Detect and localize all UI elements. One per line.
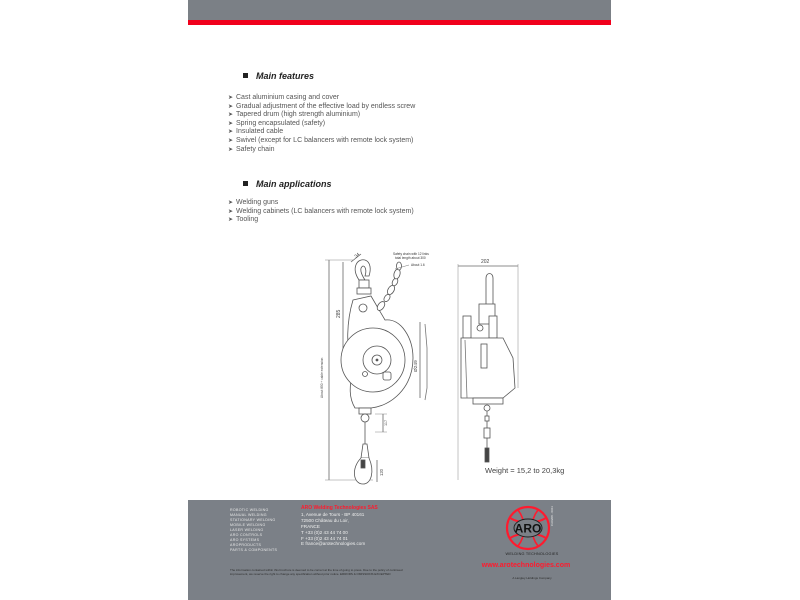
disclaimer-text: The information contained within this brochure is deemed to be correct at the time of going to press. Due to the policy of continued improvement, we reserve the right to change any specification without prior notice. ERRORS & OMISSIONS EXCEPTED <box>230 568 403 576</box>
logo-tagline: WELDING TECHNOLOGIES <box>505 552 559 556</box>
division-item: ARO SYSTEMS <box>230 538 260 542</box>
brochure-page <box>188 0 611 600</box>
division-item: LASER WELDING <box>230 528 264 532</box>
logo-text: ARO <box>514 521 542 536</box>
main-applications-title: Main applications <box>256 179 332 189</box>
dimension-hook-width-label: 34 <box>353 251 361 259</box>
list-item: ➤ Spring encapsulated (safety) <box>228 119 326 127</box>
list-item: ➤ Tooling <box>228 216 259 224</box>
arrow-bullet-icon: ➤ <box>228 95 234 101</box>
main-features-list <box>228 94 415 154</box>
dimension-cable-label: About 850 + cable extension <box>320 357 324 398</box>
parent-company: A Langley Holdings Company <box>512 576 552 580</box>
fax: F +33 (0)2 43 44 74 01 <box>301 535 348 541</box>
division-item: ROBOTIC WELDING <box>230 508 269 512</box>
company-name: ARO Welding Technologies SAS <box>301 505 378 511</box>
main-applications-heading <box>243 179 332 189</box>
weight-spec: Weight = 15,2 to 20,3kg <box>485 466 565 475</box>
list-item: ➤ Gradual adjustment of the effective load by endless screw <box>228 102 416 110</box>
aro-logo <box>498 504 558 556</box>
division-item: MANUAL WELDING <box>230 513 267 517</box>
company-contact <box>301 506 378 547</box>
chain-label-line1: Safety chain with 12 links <box>393 252 429 256</box>
header-accent-stripe <box>188 20 611 25</box>
header-band <box>188 0 611 20</box>
division-item: AROPRODUCTS <box>230 543 262 547</box>
main-features-heading <box>243 71 314 81</box>
division-item: MOBILE WELDING <box>230 523 266 527</box>
list-item: ➤ Swivel (except for LC balancers with remote lock system) <box>228 136 414 144</box>
list-item: ➤ Cast aluminium casing and cover <box>228 94 340 101</box>
arrow-bullet-icon: ➤ <box>228 120 234 127</box>
arrow-bullet-icon: ➤ <box>228 200 234 206</box>
phone: T +33 (0)2 43 44 74 00 <box>301 529 348 535</box>
list-item: ➤ Welding guns <box>228 199 279 206</box>
balancer-technical-drawing <box>313 248 593 500</box>
dimension-height-label: 285 <box>336 309 342 318</box>
arrow-bullet-icon: ➤ <box>228 129 234 136</box>
list-item: ➤ Tapered drum (high strength aluminium) <box>228 111 361 119</box>
email[interactable]: E france@arotechnologies.com <box>301 541 366 547</box>
division-list <box>230 508 277 553</box>
arrow-bullet-icon: ➤ <box>228 112 234 119</box>
chain-about-label: About 1.6 <box>411 263 425 267</box>
arrow-bullet-icon: ➤ <box>228 217 234 224</box>
division-item: STATIONARY WELDING <box>230 518 276 522</box>
division-item: ARO CONTROLS <box>230 533 263 537</box>
main-features-title: Main features <box>256 71 315 81</box>
footer <box>188 500 611 600</box>
dimension-hook-bottom-label: 120 <box>379 469 384 476</box>
arrow-bullet-icon: ➤ <box>228 146 234 153</box>
list-item: ➤ Welding cabinets (LC balancers with remote lock system) <box>228 207 414 215</box>
dimension-width-label: 202 <box>481 259 490 265</box>
list-item: ➤ Insulated cable <box>228 128 284 136</box>
address-country: FRANCE <box>301 523 320 529</box>
arrow-bullet-icon: ➤ <box>228 103 234 110</box>
address-line-1: 1, Avenue de Tours - BP 40161 <box>301 511 365 517</box>
arrow-bullet-icon: ➤ <box>228 137 234 144</box>
chain-label-line2: total length about 300 <box>395 256 426 260</box>
dimension-drum-label: Ø249 <box>414 360 419 372</box>
dimension-stroke-label: 117 <box>384 419 388 426</box>
arrow-bullet-icon: ➤ <box>228 208 234 215</box>
square-bullet-icon <box>243 181 248 186</box>
website-link[interactable]: www.arotechnologies.com <box>481 562 571 569</box>
address-line-2: 72500 Château du Loir, <box>301 517 349 523</box>
division-item: PARTS & COMPONENTS <box>230 548 278 552</box>
list-item: ➤ Safety chain <box>228 145 275 153</box>
document-reference: CA0208 - 0911 <box>550 506 554 526</box>
main-applications-list <box>228 199 414 225</box>
square-bullet-icon <box>243 73 248 78</box>
